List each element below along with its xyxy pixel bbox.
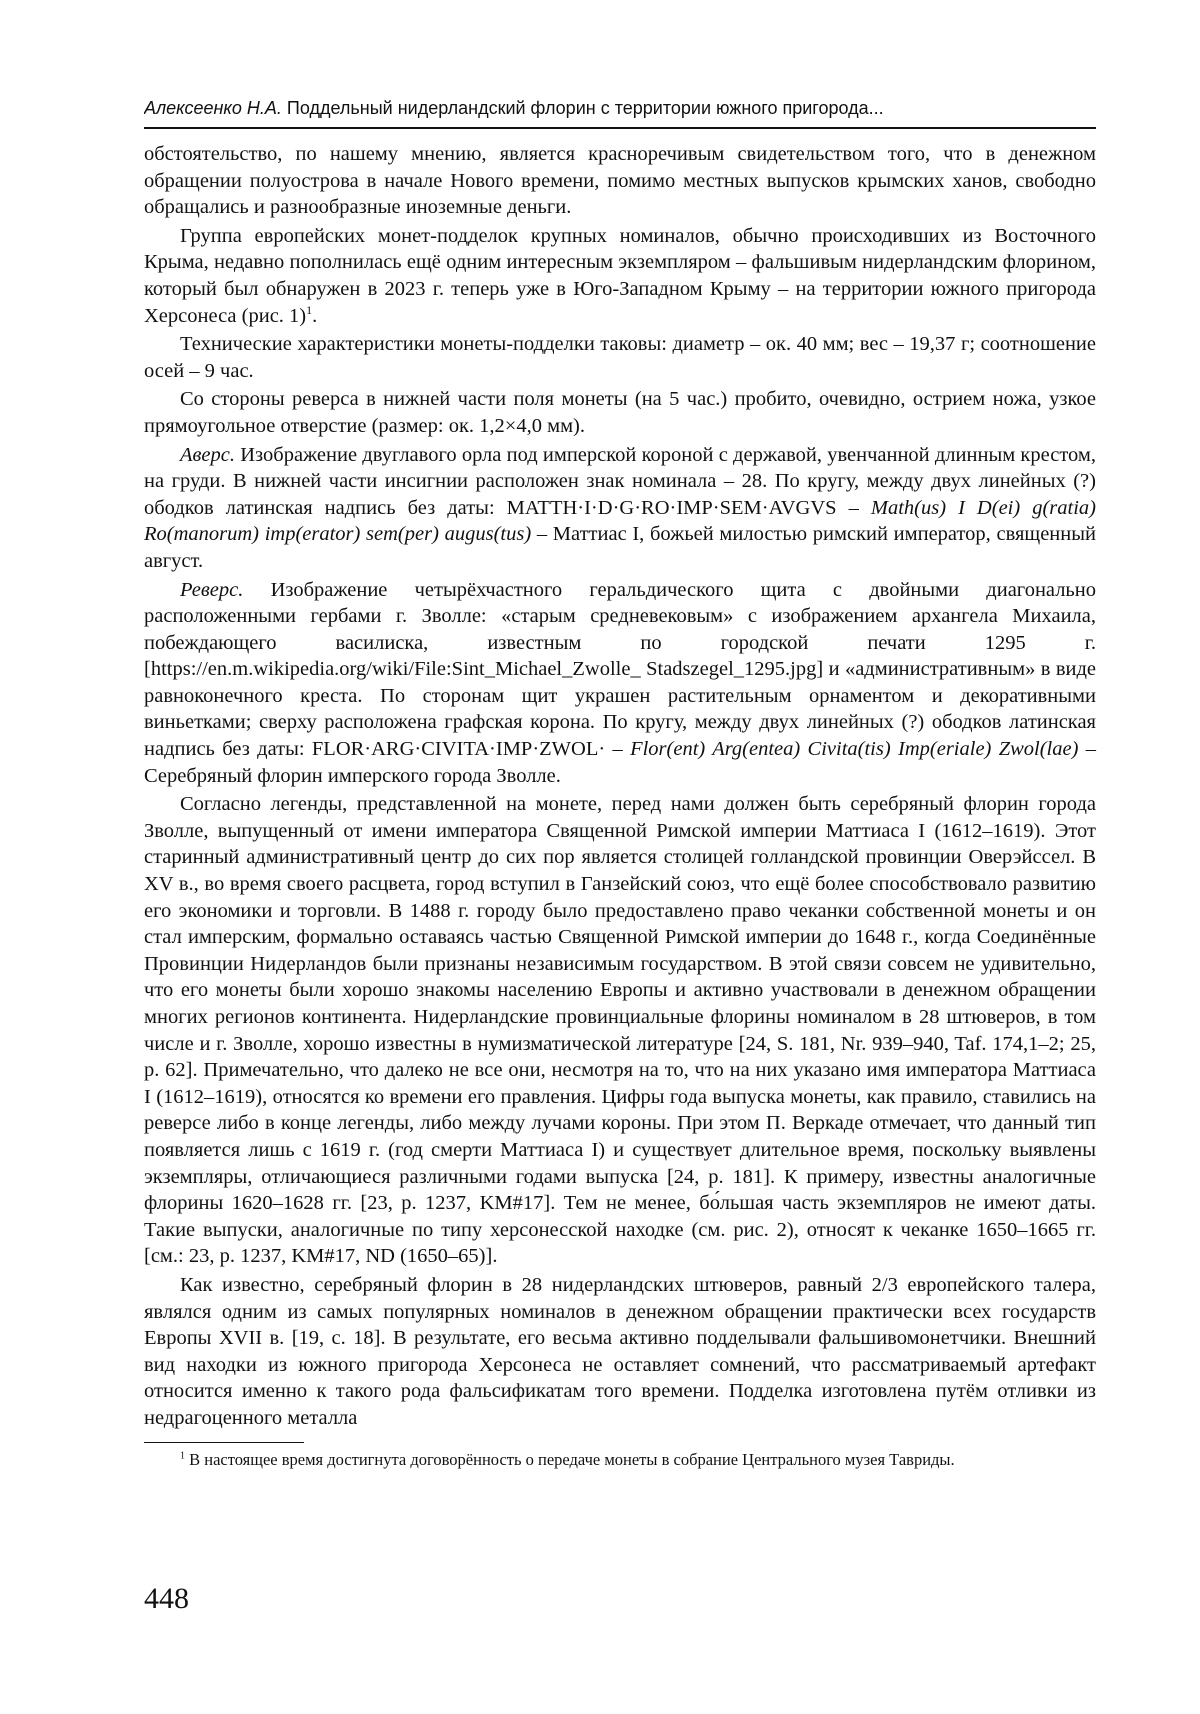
obverse-label: Аверс.: [180, 443, 235, 466]
paragraph-3: Технические характеристики монеты-подделки таковы: диаметр – ок. 40 мм; вес – 19,37 г; соотношение осей – 9 час.: [144, 333, 1096, 382]
paragraph-7: Согласно легенды, представленной на монете, перед нами должен быть серебряный флорин города Зволле, выпущенный от имени императора Священной Римской империи Маттиаса I (1612–1619). Этот старинный административный центр до сих пор является столицей голландской провинции Оверэйссел. В XV в., во время своего расцвета, город вступил в Ганзейский союз, что ещё более способствовало развитию его экономики и торговли. В 1488 г. городу было предоставлено право чеканки собственной монеты и он стал имперским, формально оставаясь частью Священной Римской империи до 1648 г., когда Соединённые Провинции Нидерландов были признаны независимым государством. В этой связи совсем не удивительно, что его монеты были хорошо знакомы населению Европы и активно участвовали в денежном обращении многих регионов континента. Нидерландские провинциальные флорины номиналом в 28 штюверов, в том числе и г. Зволле, хорошо известны в нумизматической литературе [24, S. 181, Nr. 939–940, Taf. 174,1–2; 25, p. 62]. Примечательно, что далеко не все они, несмотря на то, что на них указано имя императора Маттиаса I (1612–1619), относятся ко времени его правления. Цифры года выпуска монеты, как правило, ставились на реверсе либо в конце легенды, либо между лучами короны. При этом П. Веркаде отмечает, что данный тип появляется лишь с 1619 г. (год смерти Маттиаса I) и существует длительное время, поскольку выявлены экземпляры, отличающиеся различными годами выпуска [24, p. 181]. К примеру, известны аналогичные флорины 1620–1628 гг. [23, p. 1237, KM#17]. Тем не менее, бо́льшая часть экземпляров не имеют даты. Такие выпуски, аналогичные по типу херсонесской находке (см. рис. 2), относят к чеканке 1650–1665 гг. [см.: 23, p. 1237, KM#17, ND (1650–65)].: [144, 793, 1096, 1268]
running-head-title: Поддельный нидерландский флорин с территории южного пригорода...: [281, 98, 884, 118]
running-head: [144, 95, 1096, 129]
footnote-mark: 1: [180, 1450, 185, 1461]
paragraph-obverse: [144, 442, 1096, 575]
footnote-ref[interactable]: 1: [306, 302, 313, 317]
reverse-translation: – Серебряный флорин имперского города Зволле.: [144, 738, 1096, 787]
paragraph-reverse: [144, 577, 1096, 790]
reverse-legend-expansion: Flor(ent) Arg(entea) Civita(tis) Imp(eriale) Zwol(lae): [630, 738, 1079, 761]
reverse-text: Изображение четырёхчастного геральдического щита с двойными диагонально расположенными гербами г. Зволле: «старым средневековым» с изображением архангела Михаила, побеждающего василиска, известным по городской печати 1295 г. [https://en.m.wikipedia.org/wiki/File:Sint_Michael_Zwolle_ Stadszegel_1295.jpg] и «административным» в виде равноконечного креста. По сторонам щит украшен растительным орнаментом и декоративными виньетками; сверху расположена графская корона. По кругу, между двух линейных (?) ободков латинская надпись без даты: FLOR·ARG·CIVITA·IMP·ZWOL· –: [144, 578, 1096, 761]
footnote: [144, 1449, 1096, 1471]
paragraph-2-end: .: [312, 304, 318, 327]
footnote-text: В настоящее время достигнута договорённость о передаче монеты в собрание Центрального музея Тавриды.: [185, 1449, 955, 1469]
obverse-legend-expansion: Math(us) I D(ei) g(ratia) Ro(manorum) imp(erator) sem(per) augus(tus): [144, 496, 1096, 546]
paragraph-2-text: Группа европейских монет-подделок крупных номиналов, обычно происходивших из Восточного Крыма, недавно пополнилась ещё одним интересным экземпляром – фальшивым нидерландским флорином, который был обнаружен в 2023 г. теперь уже в Юго-Западном Крыму – на территории южного пригорода Херсонеса (рис. 1): [144, 224, 1096, 327]
article-body: [144, 141, 1096, 1432]
paragraph-8: Как известно, серебряный флорин в 28 нидерландских штюверов, равный 2/3 европейского талера, являлся одним из самых популярных номиналов в денежном обращении практически всех государств Европы XVII в. [19, с. 18]. В результате, его весьма активно подделывали фальшивомонетчики. Внешний вид находки из южного пригорода Херсонеса не оставляет сомнений, что рассматриваемый артефакт относится именно к такого рода фальсификатам того времени. Подделка изготовлена путём отливки из недрагоценного металла: [144, 1273, 1096, 1429]
paragraph-1: обстоятельство, по нашему мнению, является красноречивым свидетельством того, что в денежном обращении полуострова в начале Нового времени, помимо местных выпусков крымских ханов, свободно обращались и разнообразные иноземные деньги.: [144, 143, 1096, 219]
obverse-translation: – Маттиас I, божьей милостью римский император, священный август.: [144, 523, 1096, 572]
page-number: 448: [144, 1582, 189, 1615]
paragraph-4: Со стороны реверса в нижней части поля монеты (на 5 час.) пробито, очевидно, острием ножа, узкое прямоугольное отверстие (размер: ок. 1,2×4,0 мм).: [144, 388, 1096, 437]
reverse-label: Реверс.: [180, 578, 244, 601]
page: [144, 95, 1096, 1471]
paragraph-2: [144, 223, 1096, 329]
obverse-text: Изображение двуглавого орла под имперской короной с державой, увенчанной длинным крестом, на груди. В нижней части инсигнии расположен знак номинала – 28. По кругу, между двух линейных (?) ободков латинская надпись без даты: MATTH·I·D·G·RO·IMP·SEM·AVGVS –: [144, 443, 1096, 519]
running-head-author: Алексеенко Н.А.: [144, 98, 282, 118]
footnote-divider: [144, 1442, 304, 1443]
